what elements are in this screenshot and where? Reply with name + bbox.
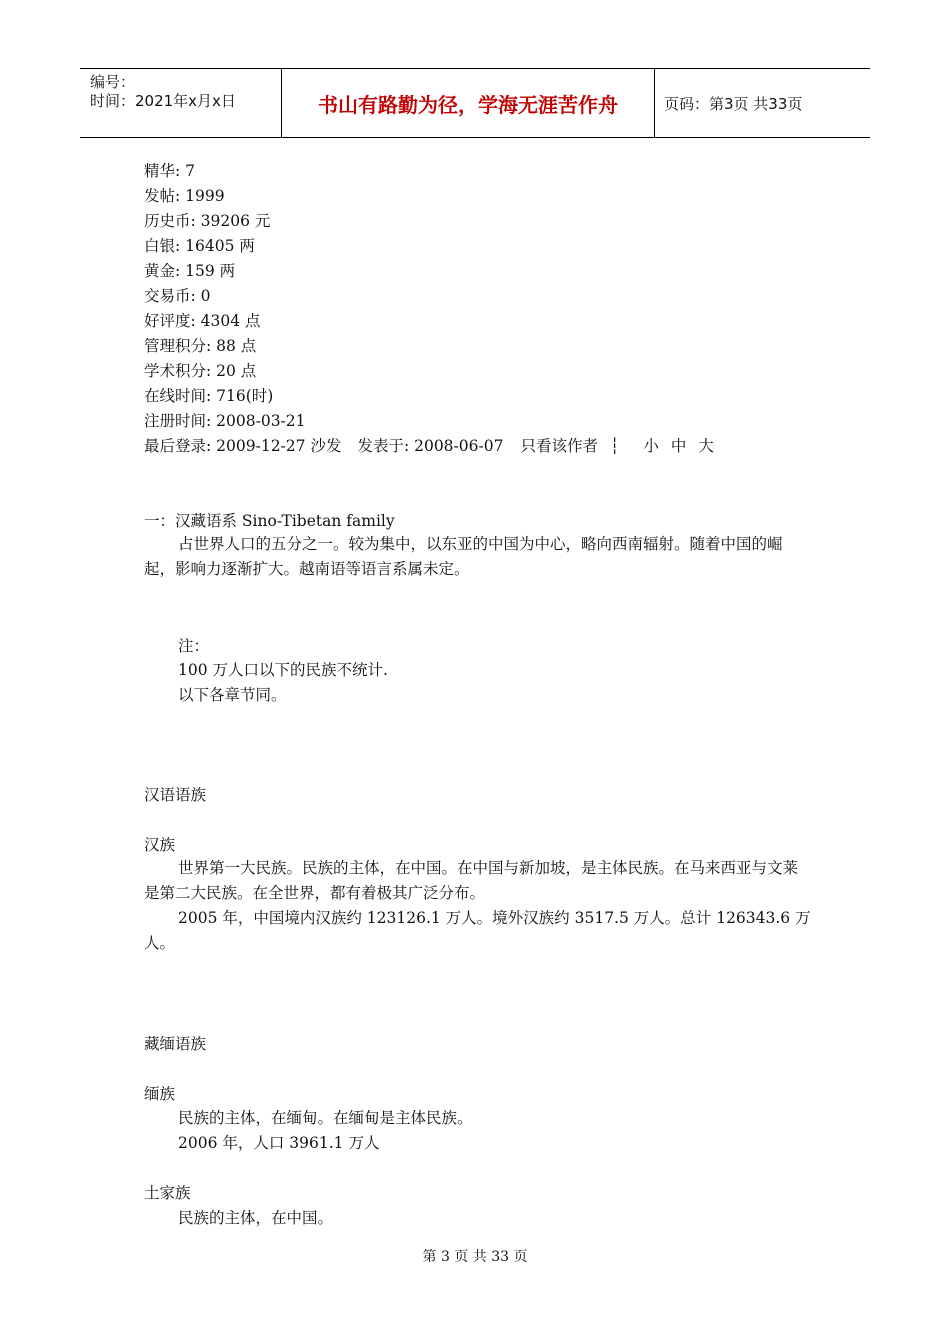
branch-heading: 藏缅语族 xyxy=(144,1035,207,1053)
font-medium-link[interactable]: 中 xyxy=(670,437,687,455)
profile-item: 在线时间: 716(时) xyxy=(144,387,274,405)
profile-item: 交易币: 0 xyxy=(144,287,211,305)
number-label: 编号： xyxy=(90,73,136,91)
section-body: 占世界人口的五分之一。较为集中，以东亚的中国为中心，略向西南辐射。随着中国的崛起，影响力逐渐扩大。越南语等语言系属未定。 xyxy=(144,535,783,578)
ethnic-body: 民族的主体，在缅甸。在缅甸是主体民族。 xyxy=(178,1109,473,1127)
profile-item: 注册时间: 2008-03-21 xyxy=(144,412,306,430)
ethnic-title: 汉族 xyxy=(144,836,176,854)
header-page-info: 页码：第3页 共33页 xyxy=(664,94,803,113)
font-large-link[interactable]: 大 xyxy=(698,437,714,455)
note-line: 以下各章节同。 xyxy=(178,686,287,704)
note-label: 注： xyxy=(178,637,210,655)
profile-item: 管理积分: 88 点 xyxy=(144,337,257,355)
post-meta-row xyxy=(144,435,714,457)
profile-item: 好评度: 4304 点 xyxy=(144,312,261,330)
last-login: 最后登录: 2009-12-27 沙发 xyxy=(144,437,342,455)
posted-date: 发表于: 2008-06-07 xyxy=(357,437,504,455)
page-header xyxy=(80,68,870,138)
ethnic-body: 2005 年，中国境内汉族约 123126.1 万人。境外汉族约 3517.5 万人。总计 126343.6 万人。 xyxy=(144,909,811,952)
section-title: 一：汉藏语系 Sino-Tibetan family xyxy=(144,512,395,530)
note-line: 100 万人口以下的民族不统计. xyxy=(178,661,388,679)
author-only-link[interactable]: 只看该作者 xyxy=(520,437,598,455)
header-motto: 书山有路勤为径，学海无涯苦作舟 xyxy=(282,69,655,137)
profile-item: 历史币: 39206 元 xyxy=(144,212,271,230)
branch-heading: 汉语语族 xyxy=(144,786,207,804)
page-footer: 第 3 页 共 33 页 xyxy=(422,1249,528,1265)
font-small-link[interactable]: 小 xyxy=(643,437,659,455)
ethnic-body: 民族的主体，在中国。 xyxy=(178,1209,334,1227)
profile-item: 白银: 16405 两 xyxy=(144,237,255,255)
ethnic-title: 缅族 xyxy=(144,1085,176,1103)
profile-item: 学术积分: 20 点 xyxy=(144,362,257,380)
time-label: 时间：2021年x月x日 xyxy=(90,92,236,110)
profile-item: 精华: 7 xyxy=(144,162,196,180)
ethnic-body: 2006 年，人口 3961.1 万人 xyxy=(178,1134,380,1152)
ethnic-title: 土家族 xyxy=(144,1184,191,1202)
separator: ┆ xyxy=(610,437,620,455)
header-meta xyxy=(80,69,282,137)
ethnic-body: 世界第一大民族。民族的主体，在中国。在中国与新加坡，是主体民族。在马来西亚与文莱是第二大民族。在全世界，都有着极其广泛分布。 xyxy=(144,859,799,902)
profile-item: 发帖: 1999 xyxy=(144,187,225,205)
profile-item: 黄金: 159 两 xyxy=(144,262,236,280)
